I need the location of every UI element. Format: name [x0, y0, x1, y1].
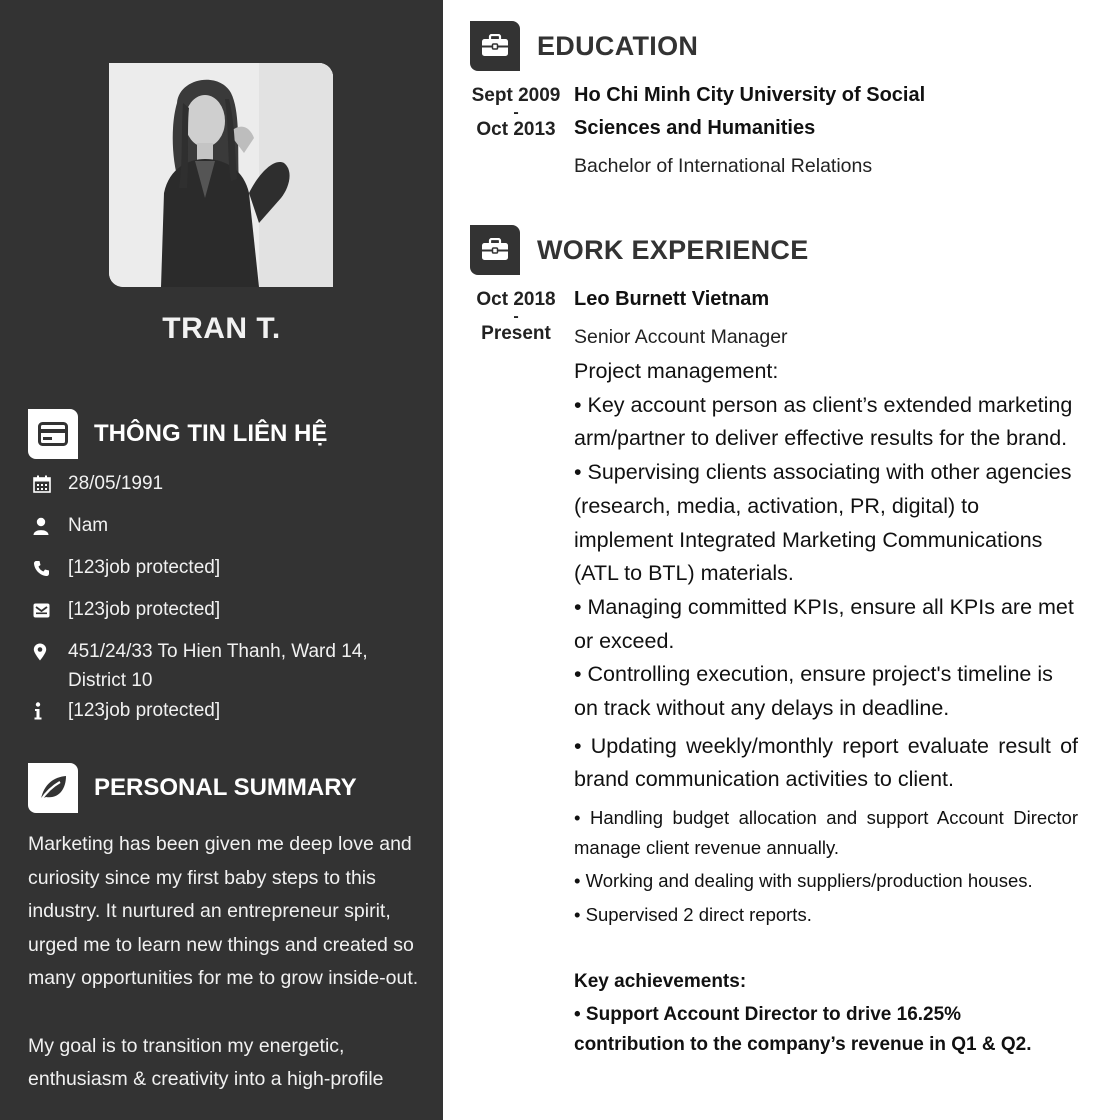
summary-paragraph-1: Marketing has been given me deep love and curiosity since my first baby steps to this industry. It nurtured an entrepreneur spirit, urged me to learn new things and created so many opportunities for me to grow inside-out. — [28, 833, 419, 990]
education-date-range — [466, 86, 566, 140]
id-card-icon — [28, 409, 78, 459]
contact-birthdate — [28, 472, 428, 498]
job-position: Senior Account Manager — [574, 326, 788, 348]
work-bullet: • Supervising clients associating with other agencies (research, media, activation, PR, digital) to implement Integrated Marketing Communications (ATL to BTL) materials. — [574, 460, 1072, 586]
work-details — [574, 283, 1078, 1060]
work-intro: Project management: — [574, 359, 779, 383]
work-bullet: • Updating weekly/monthly report evaluate result of brand communication activities to client. — [574, 733, 1078, 792]
contact-section-title: THÔNG TIN LIÊN HỆ — [94, 420, 328, 447]
sidebar — [0, 0, 443, 1120]
contact-website[interactable] — [28, 699, 428, 725]
school-name: Ho Chi Minh City University of Social Sciences and Humanities — [574, 84, 926, 139]
education-date-separator: - — [513, 104, 519, 121]
contact-gender — [28, 514, 428, 540]
work-bullet: • Controlling execution, ensure project's timeline is on track without any delays in deadline. — [574, 662, 1053, 721]
phone-icon — [28, 556, 68, 580]
summary-paragraph-2: My goal is to transition my energetic, enthusiasm & creativity into a high-profile — [28, 1034, 384, 1091]
profile-photo — [109, 63, 333, 287]
briefcase-icon — [470, 225, 520, 275]
summary-section-header — [28, 763, 357, 813]
education-details — [574, 79, 1078, 178]
gender-value: Nam — [68, 515, 109, 536]
location-pin-icon — [28, 640, 68, 664]
education-date-start: Sept 2009 — [471, 85, 561, 106]
website-value[interactable]: [123job protected] — [68, 700, 221, 721]
education-section-title: EDUCATION — [537, 30, 699, 61]
contact-phone[interactable] — [28, 556, 428, 582]
work-bullet-small: • Handling budget allocation and support Account Director manage client revenue annually. — [574, 807, 1078, 858]
work-bullet-small: • Supervised 2 direct reports. — [574, 903, 812, 925]
leaf-icon — [28, 763, 78, 813]
education-section-header — [470, 21, 698, 71]
candidate-name: TRAN T. — [162, 312, 281, 345]
achievements-title: Key achievements: — [574, 971, 747, 993]
education-date-end: Oct 2013 — [476, 119, 556, 140]
summary-section-title: PERSONAL SUMMARY — [94, 774, 357, 801]
work-section-header — [470, 225, 809, 275]
contact-section-header — [28, 409, 327, 459]
work-date-end: Present — [481, 323, 551, 344]
briefcase-icon — [470, 21, 520, 71]
work-bullet-small: • Working and dealing with suppliers/production houses. — [574, 870, 1033, 892]
degree-name: Bachelor of International Relations — [574, 155, 873, 177]
work-date-separator: - — [513, 308, 519, 325]
calendar-icon — [28, 472, 68, 496]
email-value[interactable]: [123job protected] — [68, 599, 221, 620]
envelope-icon — [28, 598, 68, 622]
work-date-start: Oct 2018 — [476, 289, 556, 310]
work-bullet: • Key account person as client’s extended marketing arm/partner to deliver effective results for the brand. — [574, 392, 1073, 451]
info-icon — [28, 699, 68, 723]
user-icon — [28, 514, 68, 538]
work-date-range — [466, 290, 566, 344]
achievement-item: • Support Account Director to drive 16.25% contribution to the company’s revenue in Q1 & Q2. — [574, 1004, 1032, 1056]
summary-text — [28, 828, 423, 1120]
work-section-title: WORK EXPERIENCE — [537, 234, 809, 265]
company-name: Leo Burnett Vietnam — [574, 288, 770, 310]
address-value: 451/24/33 To Hien Thanh, Ward 14, District 10 — [68, 641, 368, 691]
work-bullet: • Managing committed KPIs, ensure all KPIs are met or exceed. — [574, 594, 1074, 653]
contact-address — [28, 640, 428, 695]
phone-value[interactable]: [123job protected] — [68, 557, 221, 578]
contact-email[interactable] — [28, 598, 428, 624]
birthdate-value: 28/05/1991 — [68, 473, 164, 494]
